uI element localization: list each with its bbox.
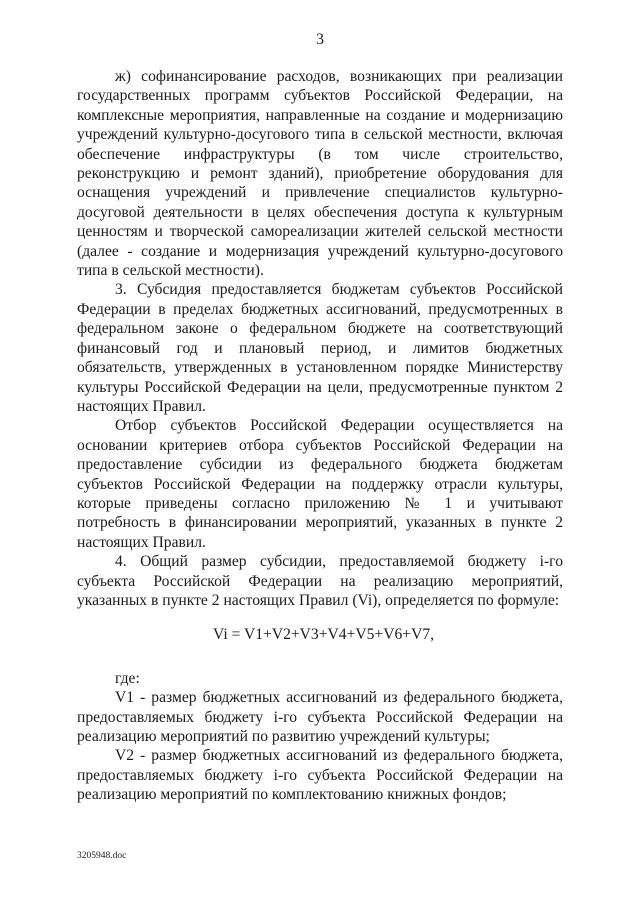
paragraph-v1: V1 - размер бюджетных ассигнований из федерального бюджета, предоставляемых бюджету i-го субъекта Российской Федерации на реализацию мероприятий по развитию учреждений культуры;: [77, 689, 563, 745]
paragraph-v2: V2 - размер бюджетных ассигнований из федерального бюджета, предоставляемых бюджету i-го субъекта Российской Федерации на реализацию мероприятий по комплектованию книжных фондов;: [77, 747, 563, 804]
paragraph-otbor: Отбор субъектов Российской Федерации осуществляется на основании критериев отбора субъектов Российской Федерации на предоставление субсидии из федерального бюджета бюджетам субъектов Российской Федерации на поддержку отрасли культуры, которые приведены согласно приложению № 1 и учитывают потребность в финансировании мероприятий, указанных в пункте 2 настоящих Правил.: [77, 417, 563, 551]
footer-filename: 3205948.doc: [77, 851, 127, 861]
formula: Vi = V1+V2+V3+V4+V5+V6+V7,: [213, 626, 435, 644]
page-number: 3: [316, 31, 324, 48]
paragraph-where: где:: [115, 669, 140, 687]
document-body: [77, 67, 563, 805]
paragraph-zh: ж) софинансирование расходов, возникающих при реализации государственных программ субъектов Российской Федерации, на комплексные мероприятия, направленные на создание и модернизацию учреждений культурно-досугового типа в сельской местности, включая обеспечение инфраструктуры (в том числе строительство, реконструкцию и ремонт зданий), приобретение оборудования для оснащения учреждений и привлечение специалистов культурно-досуговой деятельности в целях обеспечения доступа к культурным ценностям и творческой самореализации жителей сельской местности (далее - создание и модернизация учреждений культурно-досугового типа в сельской местности).: [77, 68, 563, 280]
paragraph-4: 4. Общий размер субсидии, предоставляемой бюджету i-го субъекта Российской Федерации на реализацию мероприятий, указанных в пункте 2 настоящих Правил (Vi), определяется по формуле:: [77, 553, 563, 609]
paragraph-3: 3. Субсидия предоставляется бюджетам субъектов Российской Федерации в пределах бюджетных ассигнований, предусмотренных в федеральном законе о федеральном бюджете на соответствующий финансовый год и плановый период, и лимитов бюджетных обязательств, утвержденных в установленном порядке Министерству культуры Российской Федерации на цели, предусмотренные пунктом 2 настоящих Правил.: [77, 281, 563, 415]
